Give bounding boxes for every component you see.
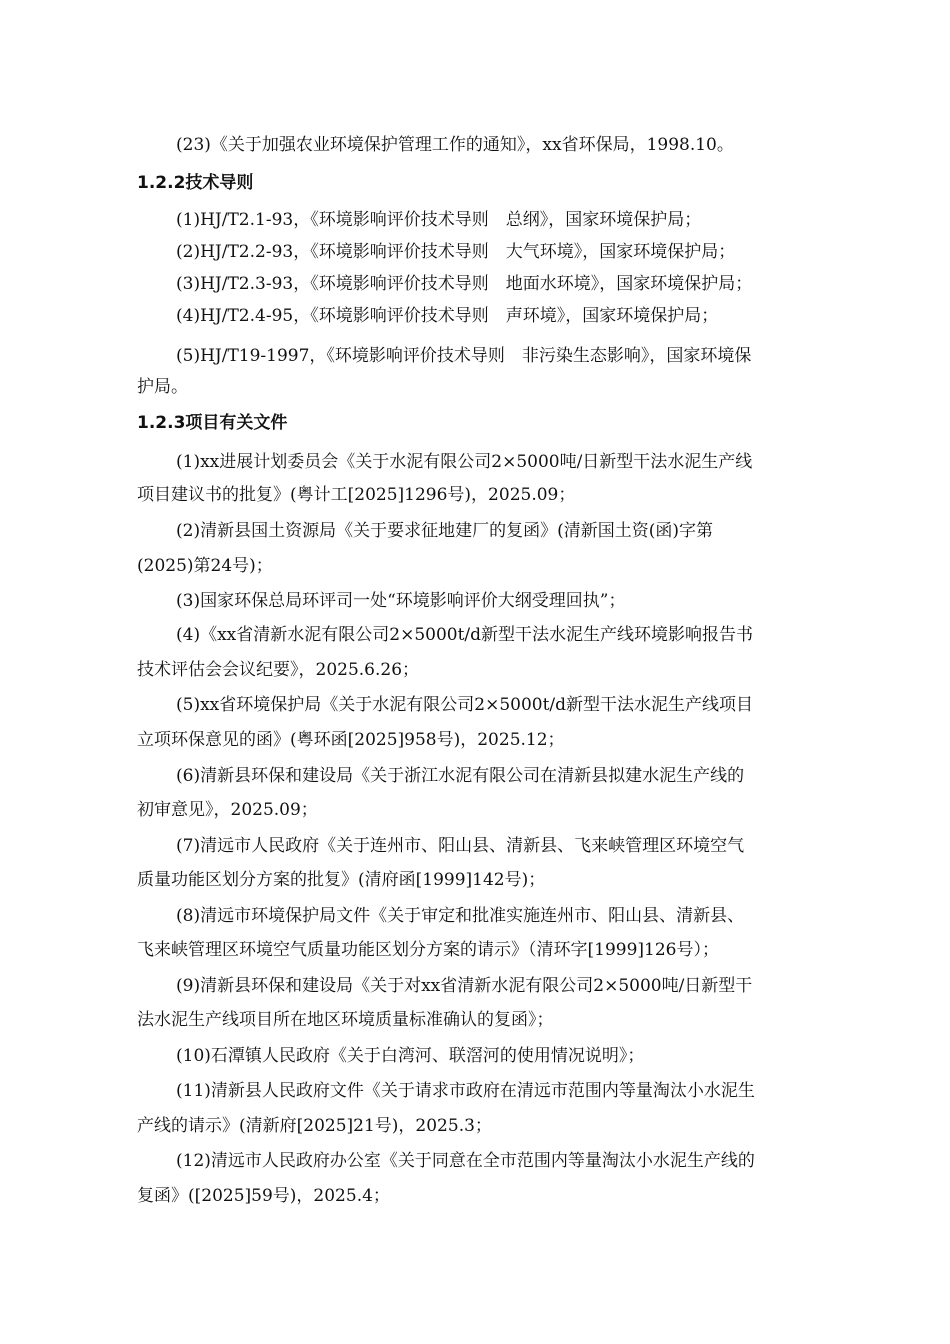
doc-item-11-cont: 产线的请示》(清新府[2025]21号)，2025.3； xyxy=(137,1116,492,1136)
doc-item-2-cont: (2025)第24号)； xyxy=(137,556,273,576)
doc-item-4-cont: 技术评估会会议纪要》，2025.6.26； xyxy=(137,660,420,680)
doc-item-6-cont: 初审意见》，2025.09； xyxy=(137,800,318,820)
doc-item-8: (8)清远市环境保护局文件《关于审定和批准实施连州市、阳山县、清新县、 xyxy=(176,906,745,926)
section-heading-1-2-2: 1.2.2技术导则 xyxy=(137,173,254,193)
doc-item-12-cont: 复函》([2025]59号)，2025.4； xyxy=(137,1186,390,1206)
doc-item-1-cont: 项目建议书的批复》(粤计工[2025]1296号)，2025.09； xyxy=(137,485,576,505)
doc-item-5: (5)xx省环境保护局《关于水泥有限公司2×5000t/d新型干法水泥生产线项目 xyxy=(176,695,754,715)
section-heading-1-2-3: 1.2.3项目有关文件 xyxy=(137,413,288,433)
doc-item-3: (3)国家环保总局环评司一处“环境影响评价大纲受理回执”； xyxy=(176,591,626,611)
doc-item-7: (7)清远市人民政府《关于连州市、阳山县、清新县、飞来峡管理区环境空气 xyxy=(176,836,745,856)
list-item-2: (2)HJ/T2.2-93，《环境影响评价技术导则 大气环境》，国家环境保护局； xyxy=(176,242,736,262)
doc-item-7-cont: 质量功能区划分方案的批复》(清府函[1999]142号)； xyxy=(137,870,546,890)
list-item-4: (4)HJ/T2.4-95，《环境影响评价技术导则 声环境》，国家环境保护局； xyxy=(176,306,719,326)
doc-item-2: (2)清新县国土资源局《关于要求征地建厂的复函》(清新国土资(函)字第 xyxy=(176,521,713,541)
list-item-23: (23)《关于加强农业环境保护管理工作的通知》，xx省环保局，1998.10。 xyxy=(176,135,734,155)
doc-item-5-cont: 立项环保意见的函》(粤环函[2025]958号)，2025.12； xyxy=(137,730,565,750)
doc-item-1: (1)xx进展计划委员会《关于水泥有限公司2×5000吨/日新型干法水泥生产线 xyxy=(176,452,753,472)
list-item-3: (3)HJ/T2.3-93，《环境影响评价技术导则 地面水环境》，国家环境保护局； xyxy=(176,274,753,294)
list-item-5-cont: 护局。 xyxy=(137,377,188,397)
doc-item-9-cont: 法水泥生产线项目所在地区环境质量标准确认的复函》； xyxy=(137,1010,554,1030)
doc-item-11: (11)清新县人民政府文件《关于请求市政府在清远市范围内等量淘汰小水泥生 xyxy=(176,1081,755,1101)
doc-item-9: (9)清新县环保和建设局《关于对xx省清新水泥有限公司2×5000吨/日新型干 xyxy=(176,976,753,996)
doc-item-12: (12)清远市人民政府办公室《关于同意在全市范围内等量淘汰小水泥生产线的 xyxy=(176,1151,755,1171)
doc-item-10: (10)石潭镇人民政府《关于白湾河、联滘河的使用情况说明》； xyxy=(176,1046,645,1066)
doc-item-8-cont: 飞来峡管理区环境空气质量功能区划分方案的请示》（清环字[1999]126号）； xyxy=(137,940,719,960)
list-item-5: (5)HJ/T19-1997，《环境影响评价技术导则 非污染生态影响》，国家环境保 xyxy=(176,346,752,366)
list-item-1: (1)HJ/T2.1-93，《环境影响评价技术导则 总纲》，国家环境保护局； xyxy=(176,210,702,230)
doc-item-6: (6)清新县环保和建设局《关于浙江水泥有限公司在清新县拟建水泥生产线的 xyxy=(176,766,745,786)
doc-item-4: (4)《xx省清新水泥有限公司2×5000t/d新型干法水泥生产线环境影响报告书 xyxy=(176,625,754,645)
